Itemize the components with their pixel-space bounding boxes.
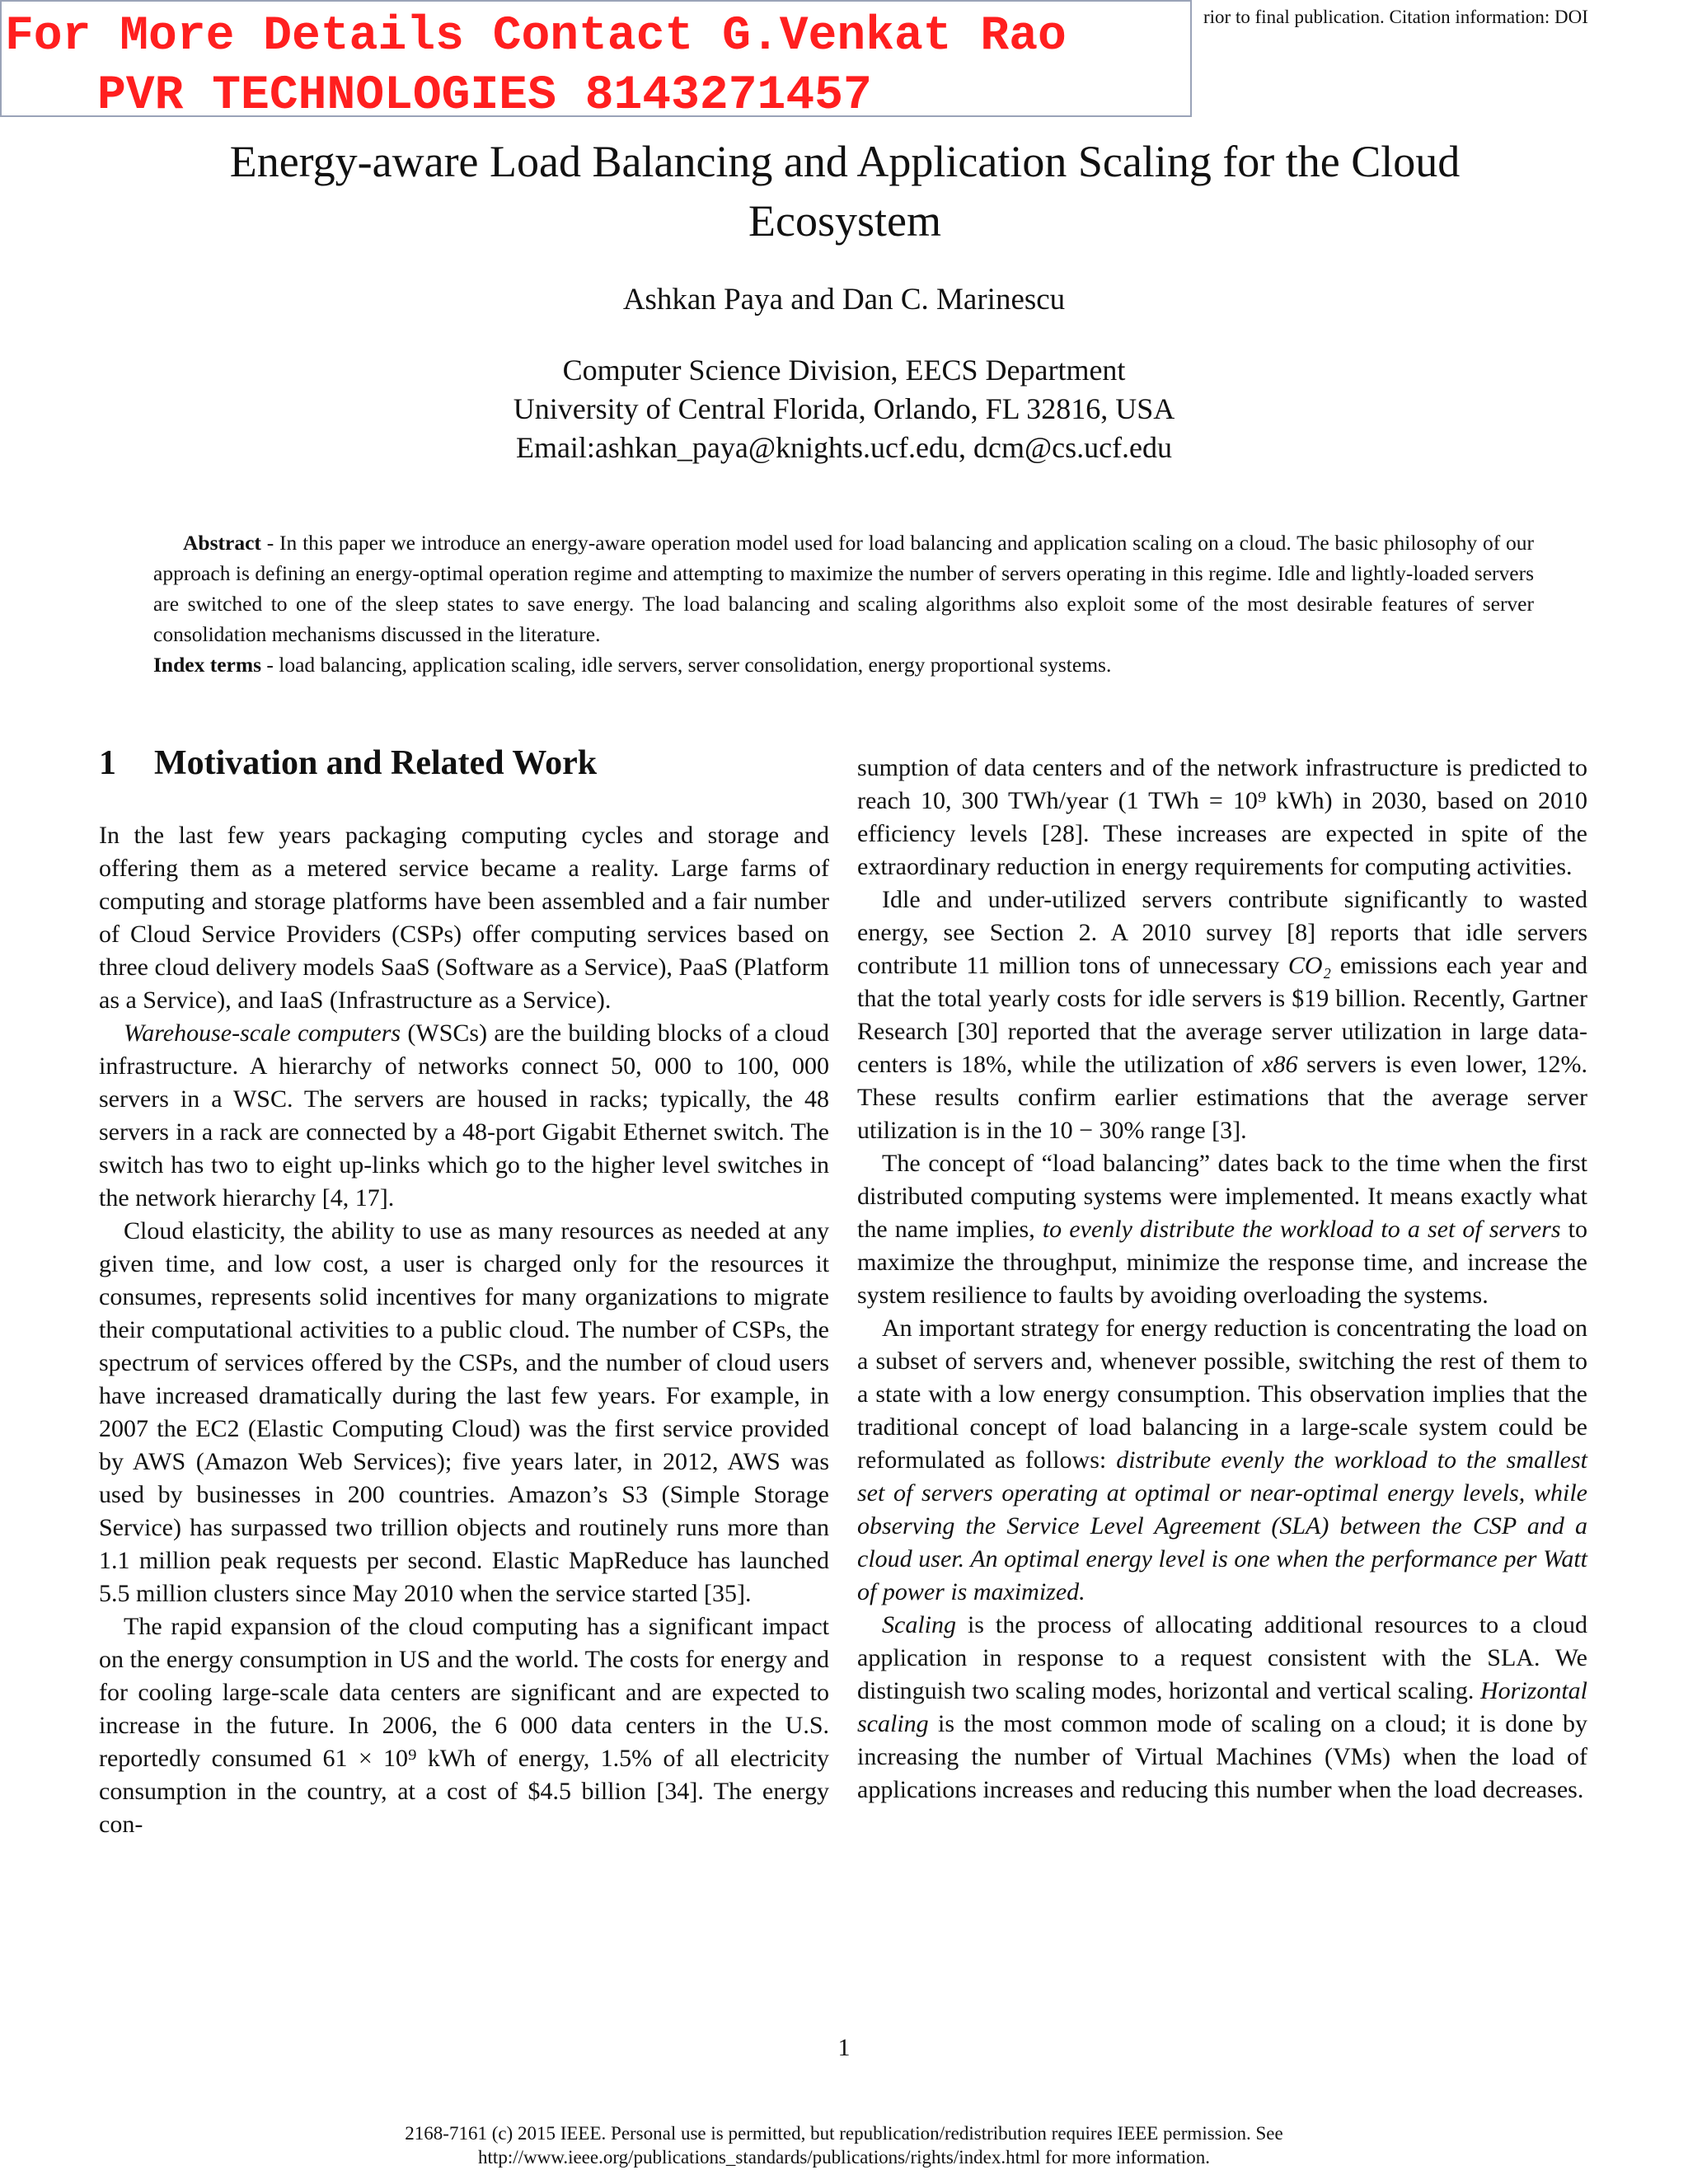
- promo-banner: [0, 0, 1192, 123]
- paragraph: Idle and under-utilized servers contribute significantly to wasted energy, see Section 2. A 2010 survey [8] reports that idle servers contribute 11 million tons of unnecessary CO₂ emissions each year and that the total yearly costs for idle servers is $19 billion. Recently, Gartner Research [30] reported that the average server utilization in large data-centers is 18%, while the utilization of x86 servers is even lower, 12%. These results confirm earlier estimations that the average server utilization is in the 10 − 30% range [3].: [857, 886, 1587, 1144]
- publication-notice: rior to final publication. Citation information: DOI: [1203, 7, 1588, 27]
- paragraph: In the last few years packaging computing cycles and storage and offering them as a metered service became a reality. Large farms of computing and storage platforms have been assembled and a fair number of Cloud Service Providers (CSPs) offer computing services based on three cloud delivery models SaaS (Software as a Service), PaaS (Platform as a Service), and IaaS (Infrastructure as a Service).: [99, 822, 829, 1014]
- affiliation-line-2: University of Central Florida, Orlando, FL 32816, USA: [513, 392, 1175, 425]
- paragraph: sumption of data centers and of the network infrastructure is predicted to reach 10, 300 TWh/year (1 TWh = 10⁹ kWh) in 2030, based on 2010 efficiency levels [28]. These increases are expected in spite of the extraordinary reduction in energy requirements for computing activities.: [857, 754, 1587, 880]
- emphasis: to evenly distribute the workload to a set of servers: [1042, 1216, 1561, 1243]
- section-number: 1: [99, 744, 116, 782]
- abstract: [153, 527, 1534, 680]
- promo-line-1: For More Details Contact G.Venkat Rao: [5, 10, 1067, 63]
- left-column: [99, 742, 829, 1841]
- right-column: [857, 752, 1587, 1807]
- affiliation-email: Email:ashkan_paya@knights.ucf.edu, dcm@cs.ucf.edu: [515, 431, 1173, 464]
- emphasis: Horizontal scaling: [857, 1677, 1587, 1737]
- paragraph: Scaling is the process of allocating additional resources to a cloud application in response to a request consistent with the SLA. We distinguish two scaling modes, horizontal and vertical scaling. Horizontal scaling is the most common mode of scaling on a cloud; it is done by increasing the number of Virtual Machines (VMs) when the load of applications increases and reducing this number when the load decreases.: [857, 1611, 1587, 1803]
- abstract-label: Abstract: [183, 531, 261, 555]
- affiliation-line-1: Computer Science Division, EECS Department: [562, 354, 1126, 387]
- emphasis: Scaling: [882, 1611, 956, 1638]
- emphasis: distribute evenly the workload to the smallest set of servers operating at optimal or near-optimal energy levels, while observing the Service Level Agreement (SLA) between the CSP and a cloud user. An optimal energy level is one when the performance per Watt of power is maximized.: [857, 1446, 1587, 1605]
- paragraph: Cloud elasticity, the ability to use as many resources as needed at any given time, and low cost, a user is charged only for the resources it consumes, represents solid incentives for many organizations to migrate their computational activities to a public cloud. The number of CSPs, the spectrum of services offered by the CSPs, and the number of cloud users have increased dramatically during the last few years. For example, in 2007 the EC2 (Elastic Computing Cloud) was the first service provided by AWS (Amazon Web Services); five years later, in 2012, AWS was used by businesses in 200 countries. Amazon’s S3 (Simple Storage Service) has surpassed two trillion objects and routinely runs more than 1.1 million peak requests per second. Elastic MapReduce has launched 5.5 million clusters since May 2010 when the service started [35].: [99, 1217, 829, 1607]
- section-title: Motivation and Related Work: [154, 744, 598, 782]
- promo-line-2: PVR TECHNOLOGIES 8143271457: [97, 69, 872, 123]
- page-number: 1: [837, 2034, 851, 2061]
- co2-symbol: CO₂: [1287, 952, 1332, 979]
- copyright-footer: [0, 2121, 1688, 2169]
- paragraph: Warehouse-scale computers (WSCs) are the building blocks of a cloud infrastructure. A hierarchy of networks connect 50, 000 to 100, 000 servers in a WSC. The servers are housed in racks; typically, the 48 servers in a rack are connected by a 48-port Gigabit Ethernet switch. The switch has two to eight up-links which go to the higher level switches in the network hierarchy [4, 17].: [99, 1019, 829, 1212]
- abstract-text: - In this paper we introduce an energy-aware operation model used for load balancing and application scaling on a cloud. The basic philosophy of our approach is defining an energy-optimal operation regime and attempting to maximize the number of servers operating in this regime. Idle and lightly-loaded servers are switched to one of the sleep states to save energy. The load balancing and scaling algorithms also exploit some of the most desirable features of server consolidation mechanisms discussed in the literature.: [153, 531, 1534, 646]
- footer-line-2: http://www.ieee.org/publications_standards/publications/rights/index.html for more information.: [478, 2147, 1210, 2168]
- section-heading: [99, 742, 829, 785]
- footer-line-1: 2168-7161 (c) 2015 IEEE. Personal use is permitted, but republication/redistribution requires IEEE permission. See: [405, 2123, 1283, 2144]
- x86-term: x86: [1262, 1051, 1298, 1078]
- paragraph: The rapid expansion of the cloud computing has a significant impact on the energy consumption in US and the world. The costs for energy and for cooling large-scale data centers are significant and are expected to increase in the future. In 2006, the 6 000 data centers in the U.S. reportedly consumed 61 × 10⁹ kWh of energy, 1.5% of all electricity consumption in the country, at a cost of $4.5 billion [34]. The energy con-: [99, 1613, 829, 1838]
- authors: Ashkan Paya and Dan C. Marinescu: [622, 283, 1066, 316]
- paragraph: An important strategy for energy reduction is concentrating the load on a subset of servers and, whenever possible, switching the rest of them to a state with a low energy consumption. This observation implies that the traditional concept of load balancing in a large-scale system could be reformulated as follows: distribute evenly the workload to the smallest set of servers operating at optimal or near-optimal energy levels, while observing the Service Level Agreement (SLA) between the CSP and a cloud user. An optimal energy level is one when the performance per Watt of power is maximized.: [857, 1315, 1587, 1605]
- paper-title: Energy-aware Load Balancing and Application Scaling for the Cloud Ecosystem: [229, 137, 1461, 246]
- paragraph: The concept of “load balancing” dates back to the time when the first distributed computing systems were implemented. It means exactly what the name implies, to evenly distribute the workload to a set of servers to maximize the throughput, minimize the response time, and increase the system resilience to faults by avoiding overloading the systems.: [857, 1150, 1587, 1309]
- emphasis: Warehouse-scale computers: [124, 1019, 401, 1047]
- index-terms-label: Index terms: [153, 653, 262, 677]
- affiliation: [0, 351, 1688, 467]
- index-terms-text: - load balancing, application scaling, idle servers, server consolidation, energy proportional systems.: [261, 653, 1112, 677]
